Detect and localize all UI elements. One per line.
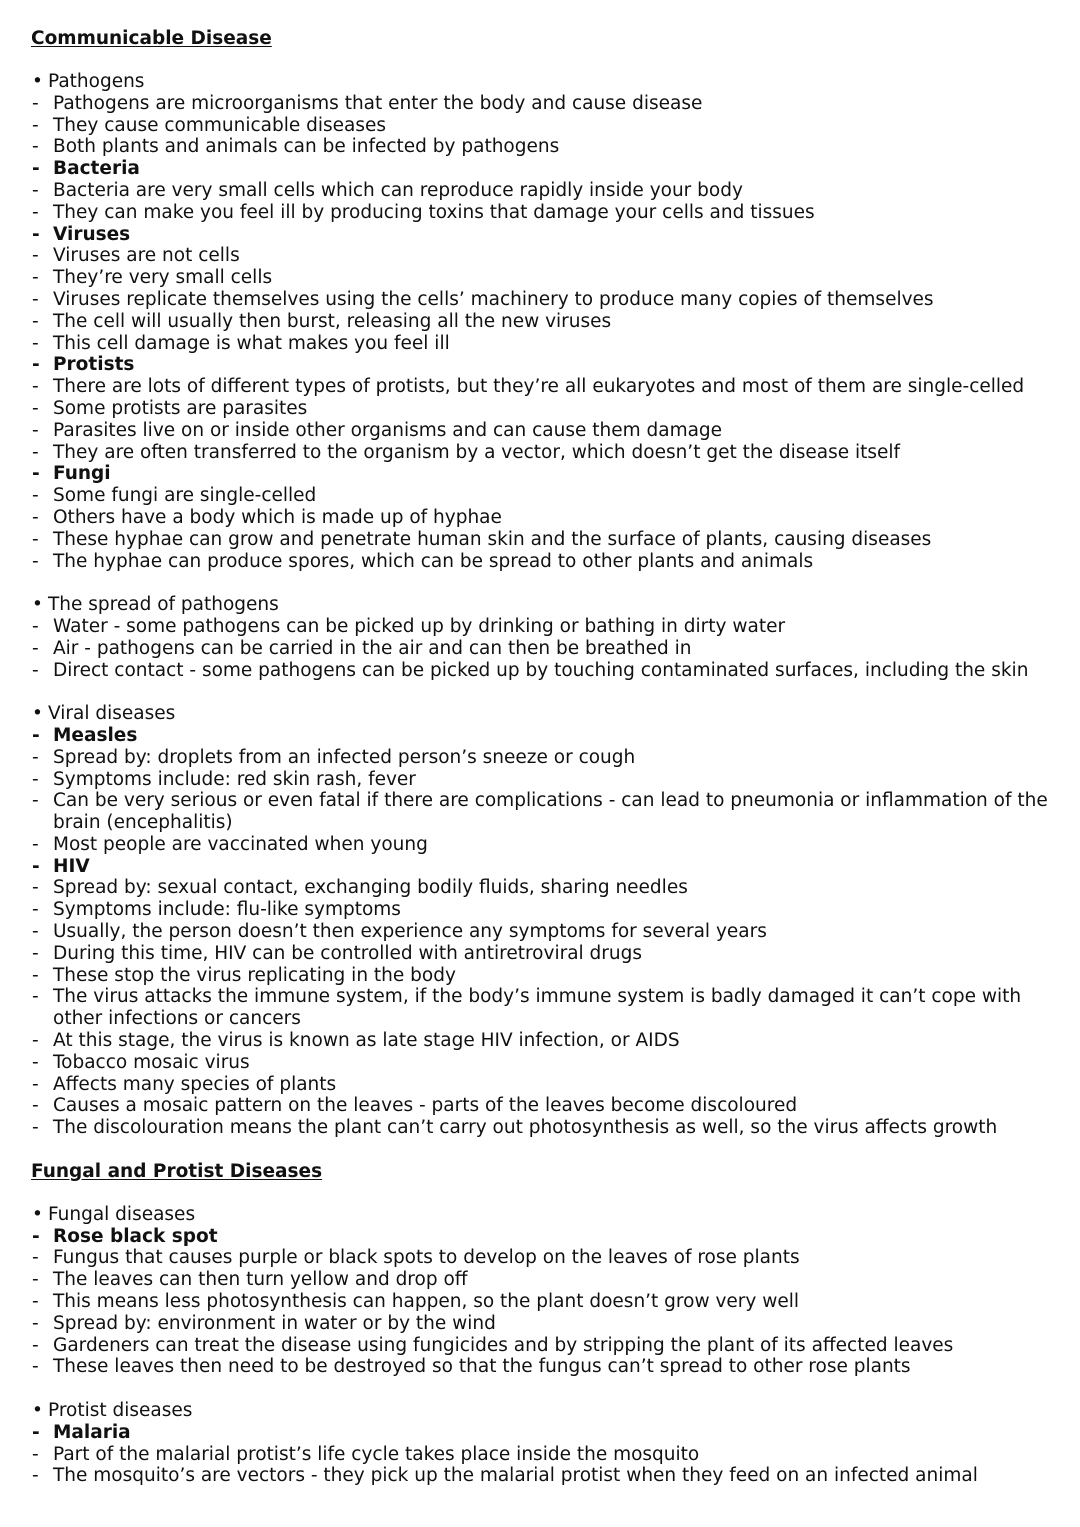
- item-text: Air - pathogens can be carried in the air and can then be breathed in: [53, 637, 692, 659]
- item-text: Fungi: [53, 463, 111, 485]
- section-heading-fungal-and-protist-diseases: Fungal and Protist Diseases: [31, 1160, 323, 1182]
- item-text: Viral diseases: [48, 703, 176, 725]
- dash-item: [31, 442, 1050, 464]
- dash-item: [31, 1052, 1050, 1074]
- item-text: Both plants and animals can be infected by pathogens: [53, 136, 560, 158]
- dash-item: [31, 115, 1050, 137]
- dash-item: [31, 202, 1050, 224]
- item-text: Gardeners can treat the disease using fungicides and by stripping the plant of its affected leaves: [53, 1334, 954, 1356]
- item-text: These hyphae can grow and penetrate human skin and the surface of plants, causing diseases: [53, 528, 932, 550]
- item-text: Some protists are parasites: [53, 397, 308, 419]
- item-text: Can be very serious or even fatal if there are complications - can lead to pneumonia or inflammation of the brain (encephalitis): [53, 790, 1048, 834]
- dash-item: [31, 1030, 1050, 1052]
- dash-item: [31, 877, 1050, 899]
- item-text: Some fungi are single-celled: [53, 485, 317, 507]
- bullet-topic: [31, 703, 1050, 725]
- item-text: Spread by: droplets from an infected person’s sneeze or cough: [53, 746, 636, 768]
- dash-subheading: [31, 1422, 1050, 1444]
- dash-item: [31, 921, 1050, 943]
- dash-item: [31, 136, 1050, 158]
- item-text: The virus attacks the immune system, if the body’s immune system is badly damaged it can’t cope with other infections or cancers: [53, 986, 1022, 1030]
- item-text: They cause communicable diseases: [53, 114, 387, 136]
- item-text: They can make you feel ill by producing toxins that damage your cells and tissues: [53, 201, 815, 223]
- dash-item: [31, 1465, 1050, 1487]
- item-text: Most people are vaccinated when young: [53, 833, 428, 855]
- item-text: The leaves can then turn yellow and drop off: [53, 1269, 468, 1291]
- dash-subheading: [31, 354, 1050, 376]
- dash-item: [31, 245, 1050, 267]
- dash-item: [31, 311, 1050, 333]
- item-text: Tobacco mosaic virus: [53, 1051, 250, 1073]
- dash-item: [31, 747, 1050, 769]
- item-text: Protists: [53, 354, 135, 376]
- item-text: Symptoms include: red skin rash, fever: [53, 768, 416, 790]
- spacer: [31, 1378, 1050, 1400]
- item-text: At this stage, the virus is known as late stage HIV infection, or AIDS: [53, 1030, 680, 1052]
- item-text: They’re very small cells: [53, 267, 273, 289]
- dash-item: [31, 616, 1050, 638]
- dash-subheading: [31, 158, 1050, 180]
- item-text: Viruses: [53, 223, 131, 245]
- item-text: Symptoms include: flu-like symptoms: [53, 899, 401, 921]
- dash-item: [31, 398, 1050, 420]
- dash-item: [31, 1095, 1050, 1117]
- dash-item: [31, 899, 1050, 921]
- bullet-topic: [31, 1400, 1050, 1422]
- dash-subheading: [31, 1226, 1050, 1248]
- dash-item: [31, 333, 1050, 355]
- dash-item: [31, 1117, 1050, 1139]
- item-text: These leaves then need to be destroyed so that the fungus can’t spread to other rose plants: [53, 1356, 911, 1378]
- item-text: These stop the virus replicating in the body: [53, 964, 456, 986]
- dash-item: [31, 1313, 1050, 1335]
- item-text: There are lots of different types of protists, but they’re all eukaryotes and most of them are single-celled: [53, 376, 1025, 398]
- item-text: Direct contact - some pathogens can be picked up by touching contaminated surfaces, including the skin: [53, 659, 1029, 681]
- dash-subheading: [31, 725, 1050, 747]
- dash-item: [31, 1269, 1050, 1291]
- item-text: Usually, the person doesn’t then experience any symptoms for several years: [53, 921, 767, 943]
- item-text: Bacteria are very small cells which can reproduce rapidly inside your body: [53, 179, 743, 201]
- item-text: Malaria: [53, 1421, 131, 1443]
- item-text: Spread by: environment in water or by the wind: [53, 1312, 496, 1334]
- bullet-list: [31, 594, 1050, 681]
- item-text: HIV: [53, 855, 90, 877]
- item-text: Water - some pathogens can be picked up by drinking or bathing in dirty water: [53, 615, 786, 637]
- item-text: Measles: [53, 724, 138, 746]
- dash-subheading: [31, 224, 1050, 246]
- spacer: [31, 1139, 1050, 1161]
- item-text: Others have a body which is made up of hyphae: [53, 506, 502, 528]
- item-text: Causes a mosaic pattern on the leaves - parts of the leaves become discoloured: [53, 1095, 798, 1117]
- dash-subheading: [31, 856, 1050, 878]
- item-text: Fungal diseases: [48, 1203, 196, 1225]
- dash-item: [31, 1247, 1050, 1269]
- dash-item: [31, 507, 1050, 529]
- item-text: They are often transferred to the organism by a vector, which doesn’t get the disease itself: [53, 441, 901, 463]
- dash-item: [31, 551, 1050, 573]
- item-text: Bacteria: [53, 158, 140, 180]
- item-text: Fungus that causes purple or black spots to develop on the leaves of rose plants: [53, 1247, 800, 1269]
- item-text: Viruses are not cells: [53, 245, 240, 267]
- item-text: The spread of pathogens: [48, 594, 279, 616]
- item-text: The cell will usually then burst, releasing all the new viruses: [53, 310, 612, 332]
- item-text: Protist diseases: [48, 1400, 193, 1422]
- item-text: This means less photosynthesis can happen, so the plant doesn’t grow very well: [53, 1291, 800, 1313]
- item-text: The mosquito’s are vectors - they pick up the malarial protist when they feed on an infected animal: [53, 1465, 978, 1487]
- spacer: [31, 1183, 1050, 1204]
- bullet-topic: [31, 1204, 1050, 1226]
- spacer: [31, 681, 1050, 703]
- dash-item: [31, 790, 1050, 834]
- dash-item: [31, 1444, 1050, 1466]
- dash-item: [31, 485, 1050, 507]
- dash-item: [31, 420, 1050, 442]
- dash-item: [31, 376, 1050, 398]
- bullet-list: [31, 71, 1050, 572]
- item-text: Parasites live on or inside other organisms and can cause them damage: [53, 419, 723, 441]
- dash-item: [31, 1335, 1050, 1357]
- dash-item: [31, 1074, 1050, 1096]
- item-text: This cell damage is what makes you feel ill: [53, 332, 450, 354]
- bullet-topic: [31, 594, 1050, 616]
- spacer: [31, 50, 1050, 71]
- item-text: Pathogens are microorganisms that enter the body and cause disease: [53, 92, 703, 114]
- dash-item: [31, 943, 1050, 965]
- bullet-list: [31, 703, 1050, 1139]
- item-text: Rose black spot: [53, 1225, 218, 1247]
- dash-item: [31, 834, 1050, 856]
- item-text: Pathogens: [48, 71, 145, 92]
- dash-item: [31, 529, 1050, 551]
- dash-item: [31, 638, 1050, 660]
- bullet-list: [31, 1400, 1050, 1487]
- section-heading-communicable-disease: Communicable Disease: [31, 28, 272, 49]
- dash-item: [31, 986, 1050, 1030]
- bullet-list: [31, 1204, 1050, 1378]
- item-text: Spread by: sexual contact, exchanging bodily fluids, sharing needles: [53, 877, 688, 899]
- dash-item: [31, 660, 1050, 682]
- dash-item: [31, 769, 1050, 791]
- dash-item: [31, 1291, 1050, 1313]
- item-text: Affects many species of plants: [53, 1073, 337, 1095]
- spacer: [31, 572, 1050, 594]
- dash-item: [31, 267, 1050, 289]
- item-text: The hyphae can produce spores, which can be spread to other plants and animals: [53, 550, 814, 572]
- dash-item: [31, 965, 1050, 987]
- dash-subheading: [31, 463, 1050, 485]
- bullet-topic: [31, 71, 1050, 93]
- dash-item: [31, 289, 1050, 311]
- dash-item: [31, 93, 1050, 115]
- dash-item: [31, 1356, 1050, 1378]
- item-text: Viruses replicate themselves using the cells’ machinery to produce many copies of themselves: [53, 288, 934, 310]
- dash-item: [31, 180, 1050, 202]
- item-text: Part of the malarial protist’s life cycle takes place inside the mosquito: [53, 1443, 700, 1465]
- item-text: The discolouration means the plant can’t carry out photosynthesis as well, so the virus affects growth: [53, 1117, 998, 1139]
- item-text: During this time, HIV can be controlled with antiretroviral drugs: [53, 942, 643, 964]
